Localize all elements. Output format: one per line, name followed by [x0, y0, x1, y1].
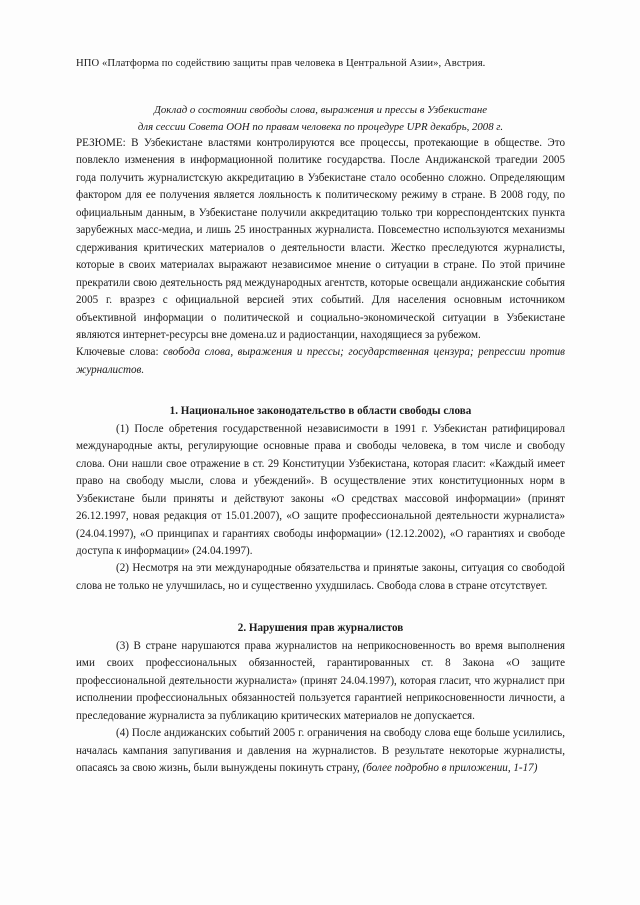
- section-1-paragraph-1: (1) После обретения государственной независимости в 1991 г. Узбекистан ратифицировал международные акты, регулирующие основные права и свободы человека, в том числе и свободу слова. Они нашли свое отражение в ст. 29 Конституции Узбекистана, которая гласит: «Каждый имеет право на свободу мысли, слова и убеждений». В осуществление этих конституционных норм в Узбекистане были приняты и действуют законы «О средствах массовой информации» (принят 26.12.1997, новая редакция от 15.01.2007), «О защите профессиональной деятельности журналиста» (24.04.1997), «О принципах и гарантиях свободы информации» (12.12.2002), «О гарантиях и свободе доступа к информации» (24.04.1997).: [76, 422, 565, 557]
- section-heading-1: 1. Национальное законодательство в области свободы слова: [169, 405, 472, 418]
- keywords-value: свобода слова, выражения и прессы; государственная цензура; репрессии против журналистов.: [76, 346, 565, 376]
- section-heading-2: 2. Нарушения прав журналистов: [237, 622, 404, 635]
- report-subtitle: [76, 102, 565, 135]
- document-content: [76, 56, 565, 777]
- subtitle-line-1: Доклад о состоянии свободы слова, выражения и прессы в Узбекистане: [153, 104, 488, 116]
- section-2-paragraph-4: [76, 725, 565, 777]
- paragraph-4-note: (более подробно в приложении, 1-17): [362, 761, 538, 774]
- section-1-paragraph-2: (2) Несмотря на эти международные обязательства и принятые законы, ситуация со свободой слова не только не улучшилась, но и существенно ухудшилась. Свобода слова в стране отсутствует.: [76, 562, 565, 592]
- keywords-label: Ключевые слова:: [76, 346, 159, 359]
- subtitle-line-2: для сессии Совета ООН по правам человека по процедуре UPR декабрь, 2008 г.: [137, 120, 504, 133]
- keywords-paragraph: [76, 344, 565, 379]
- summary-paragraph: РЕЗЮМЕ: В Узбекистане властями контролируются все процессы, протекающие в обществе. Это повлекло изменения в информационной политике государства. После Андижанской трагедии 2005 года получить журналистскую аккредитацию в Узбекистане стало особенно сложно. Определяющим фактором для ее получения является лояльность к политическому режиму в стране. В 2008 году, по официальным данным, в Узбекистане получили аккредитацию только три корреспондентских пункта зарубежных масс-медиа, и лишь 25 иностранных журналиста. Повсеместно используются механизмы сдерживания критических материалов о деятельности власти. Жестко преследуются журналисты, которые в своих материалах выражают независимое мнение о ситуации в стране. По этой причине прекратили свою деятельность ряд международных агентств, которые освещали андижанские события 2005 г. вразрез с официальной версией этих событий. Для населения основным источником объективной информации о политической и социально-экономической ситуации в Узбекистане являются интернет-ресурсы вне домена.uz и радиостанции, находящиеся за рубежом.: [76, 137, 565, 341]
- paragraph-4-main-text: (4) После андижанских событий 2005 г. ограничения на свободу слова еще больше усилились, началась кампания запугивания и давления на журналистов. В результате некоторые журналисты, опасаясь за свою жизнь, были вынуждены покинуть страну,: [76, 727, 565, 774]
- organization-line: НПО «Платформа по содействию защиты прав человека в Центральной Азии», Австрия.: [76, 58, 486, 69]
- section-2-paragraph-3: (3) В стране нарушаются права журналистов на неприкосновенность во время выполнения ими своих профессиональных обязанностей, гарантированных ст. 8 Закона «О защите профессиональной деятельности журналиста» (принят 24.04.1997), которая гласит, что журналист при исполнении профессиональных обязанностей пользуется гарантией неприкосновенности личности, а преследование журналиста за публикацию критических материалов не допускается.: [76, 639, 565, 722]
